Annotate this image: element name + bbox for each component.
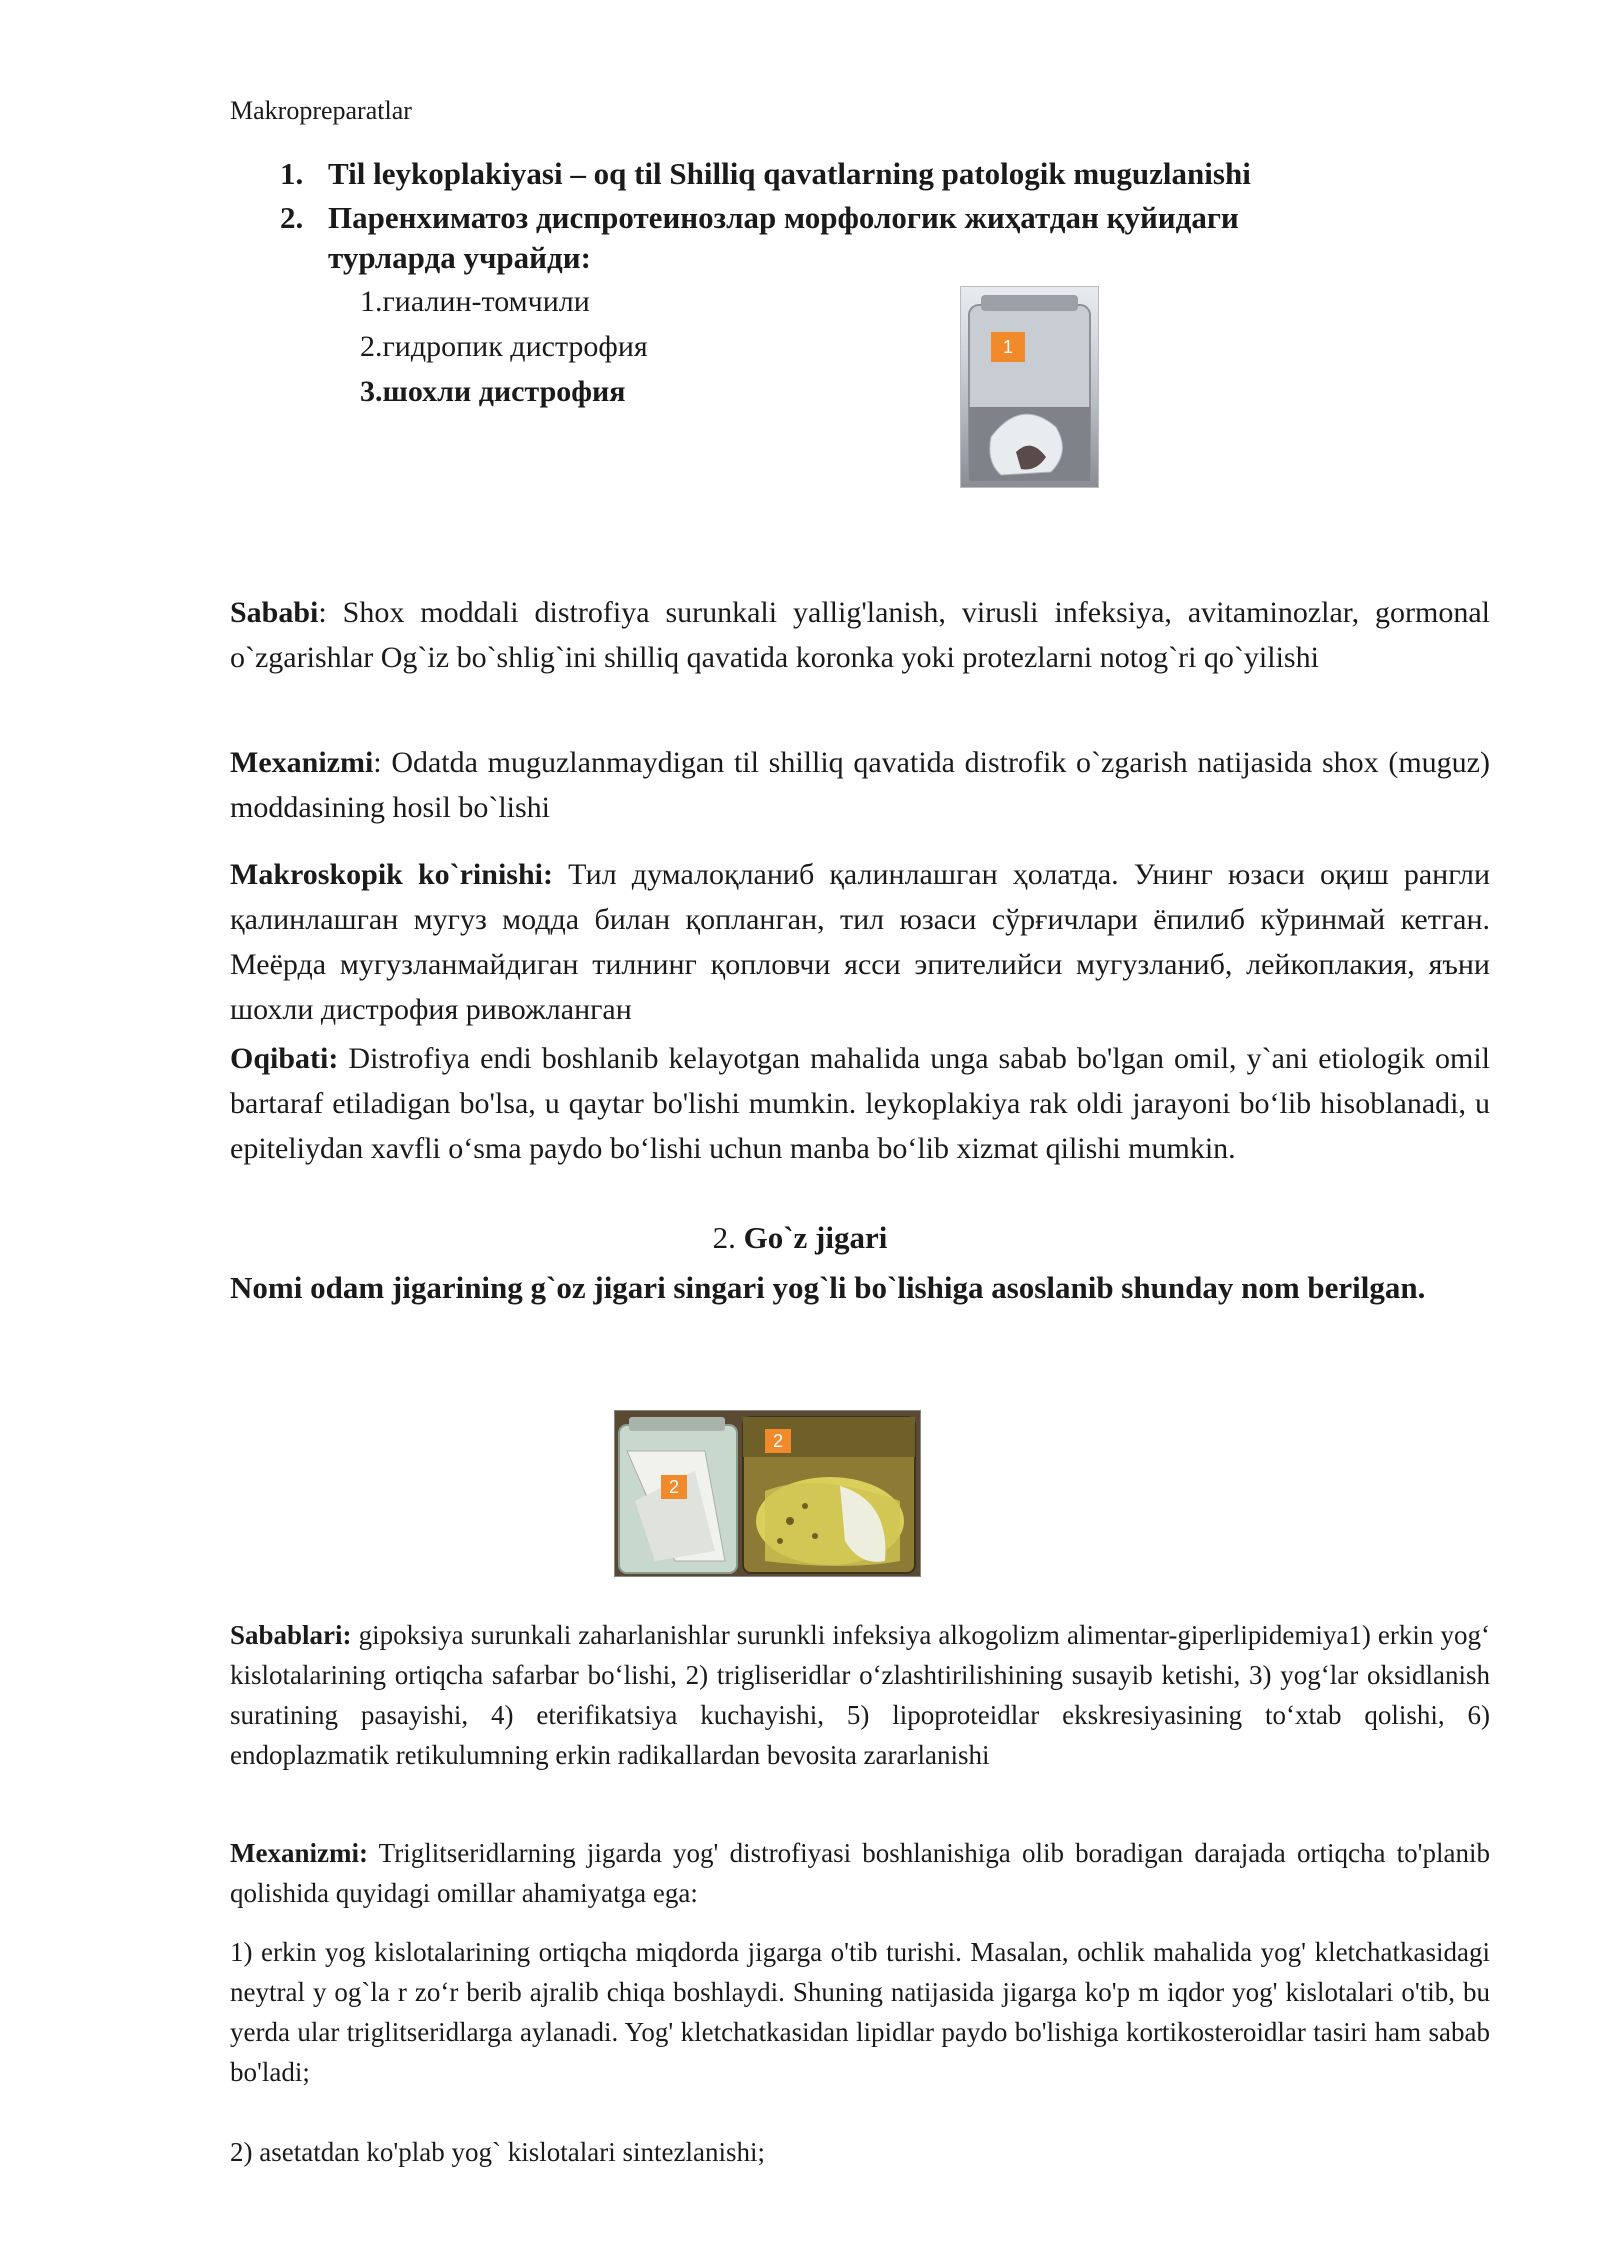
mexanizmi-label: Mexanizmi: [230, 746, 374, 779]
sababi-paragraph: [230, 590, 1490, 680]
section-2-number: 2.: [712, 1220, 744, 1255]
section-2-heading: Go`z jigari: [743, 1220, 888, 1255]
sub-item-1: 1.гиалин-томчили: [360, 285, 590, 318]
mexanizmi-2-text: Triglitseridlarning jigarda yog' distrofiyasi boshlanishiga olib boradigan darajada ortiqcha to'planib qolishida quyidagi omillar ahamiyatga ega:: [230, 1838, 1490, 1908]
section-2-intro: Nomi odam jigarining g`oz jigari singari yog`li bo`lishiga asoslanib shunday nom berilgan.: [230, 1270, 1426, 1305]
list-item-text: Til leykoplakiyasi – oq til Shilliq qavatlarning patologik muguzlanishi: [328, 156, 1251, 191]
mexanizmi-text: : Odatda muguzlanmaydigan til shilliq qavatida distrofik o`zgarish natijasida shox (muguz) moddasining hosil bo`lishi: [230, 746, 1490, 824]
sabablari-label: Sabablari:: [230, 1620, 352, 1650]
specimen-jar-photo-1: [960, 286, 1099, 488]
jar-number-tag: 1: [991, 332, 1025, 362]
jar-illustration-1: [961, 287, 1098, 487]
sababi-text: : Shox moddali distrofiya surunkali yallig'lanish, virusli infeksiya, avitaminozlar, gormonal o`zgarishlar Og`iz bo`shlig`ini shilliq qavatida koronka yoki protezlarni notog`ri qo`yilishi: [230, 596, 1490, 674]
jar-number-tag-left: 2: [661, 1475, 687, 1499]
sub-item-3: 3.шохли дистрофия: [360, 375, 626, 408]
sababi-label: Sababi: [230, 596, 319, 629]
mexanizmi-paragraph: [230, 740, 1490, 830]
oqibati-text: Distrofiya endi boshlanib kelayotgan mahalida unga sabab bo'lgan omil, y`ani etiologik omil bartaraf etiladigan bo'lsa, u qaytar bo'lishi mumkin. leykoplakiya rak oldi jarayoni boʻlib hisoblanadi, u epiteliydan xavfli oʻsma paydo boʻlishi uchun manba boʻlib xizmat qilishi mumkin.: [230, 1042, 1490, 1165]
oqibati-label: Oqibati:: [230, 1042, 339, 1075]
list-item-text: Паренхиматоз диспротеинозлар морфологик жиҳатдан қуйидаги: [328, 200, 1239, 235]
list-number: 1.: [280, 156, 304, 191]
mexanizmi-2-paragraph: [230, 1833, 1490, 1913]
makroskopik-paragraph: [230, 852, 1490, 1032]
list-item-1: [280, 152, 1251, 196]
list-number: 2.: [280, 200, 304, 235]
specimen-jar-photo-2: [614, 1410, 921, 1577]
sabablari-text: gipoksiya surunkali zaharlanishlar surunkli infeksiya alkogolizm alimentar-giperlipidemiya1) erkin yogʻ kislotalarining ortiqcha safarbar boʻlishi, 2) trigliseridlar oʻzlashtirilishining susayib ketishi, 3) yogʻlar oksidlanish suratining pasayishi, 4) eterifikatsiya kuchayishi, 5) lipoproteidlar ekskresiyasining toʻxtab qolishi, 6) endoplazmatik retikulumning erkin radikallardan bevosita zararlanishi: [230, 1620, 1490, 1770]
makroskopik-text: Тил думалоқланиб қалинлашган ҳолатда. Унинг юзаси оқиш рангли қалинлашган мугуз модда билан қопланган, тил юзаси сўрғичлари ёпилиб кўринмай кетган. Меёрда мугузланмайдиган тилнинг қопловчи ясси эпителийси мугузланиб, лейкоплакия, яъни шохли дистрофия ривожланган: [230, 858, 1490, 1026]
point-1-paragraph: 1) erkin yog kislotalarining ortiqcha miqdorda jigarga o'tib turishi. Masalan, ochlik mahalida yog' kletchatkasidagi neytral y og`la r zoʻr berib ajralib chiqa boshlaydi. Shuning natijasida jigarga ko'p m iqdor yog' kislotalari o'tib, bu yerda ular triglitseridlarga aylanadi. Yog' kletchatkasidan lipidlar paydo bo'lishiga kortikosteroidlar tasiri ham sabab bo'ladi;: [230, 1937, 1490, 2087]
oqibati-paragraph: [230, 1036, 1490, 1171]
section-2-title: [0, 1220, 1600, 1256]
mexanizmi-2-label: Mexanizmi:: [230, 1838, 368, 1868]
list-item-2: [280, 196, 1239, 240]
list-item-2-continued: турларда учрайди:: [328, 240, 591, 275]
point-2-paragraph: 2) asetatdan ko'plab yog` kislotalari sintezlanishi;: [230, 2137, 765, 2167]
page-header: Makropreparatlar: [230, 96, 412, 125]
makroskopik-label: Makroskopik ko`rinishi:: [230, 858, 553, 891]
sub-item-2: 2.гидропик дистрофия: [360, 330, 648, 363]
sabablari-paragraph: [230, 1615, 1490, 1775]
jar-number-tag-right: 2: [765, 1429, 791, 1453]
